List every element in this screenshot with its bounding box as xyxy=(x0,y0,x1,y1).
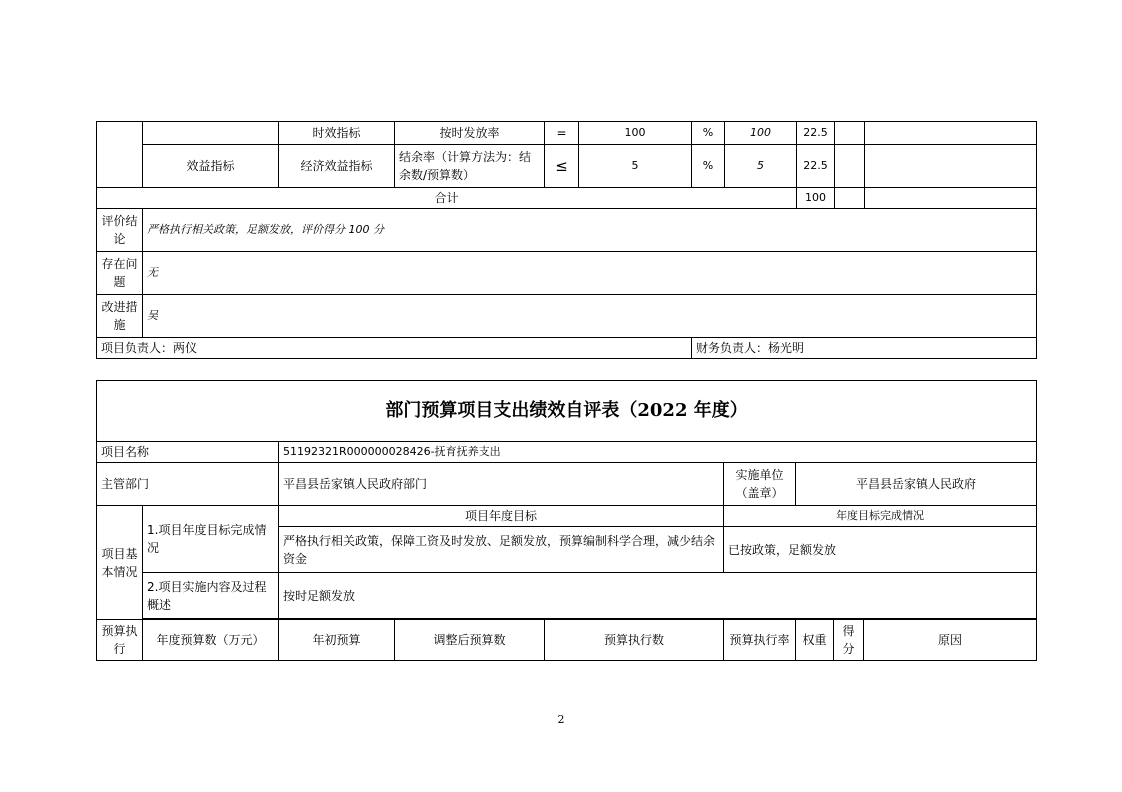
impl-unit-label: 实施单位（盖章） xyxy=(724,463,796,506)
title-row xyxy=(97,381,1037,442)
total-row xyxy=(97,188,1037,209)
process-label: 2.项目实施内容及过程概述 xyxy=(143,573,279,619)
indicator-target: 5 xyxy=(579,145,692,188)
measures-label: 改进措施 xyxy=(97,295,143,338)
indicator-level3: 结余率（计算方法为：结余数/预算数） xyxy=(395,145,545,188)
indicator-actual: 5 xyxy=(725,145,797,188)
department-value: 平昌县岳家镇人民政府部门 xyxy=(279,463,724,506)
conclusion-value: 严格执行相关政策，足额发放，评价得分 100 分 xyxy=(143,209,1037,252)
project-name-label: 项目名称 xyxy=(97,442,279,463)
status-text: 已按政策，足额发放 xyxy=(724,527,1037,573)
budget-amount-label: 年度预算数（万元） xyxy=(143,620,279,661)
indicator-level3: 按时发放率 xyxy=(395,122,545,145)
indicator-actual: 100 xyxy=(725,122,797,145)
budget-exec-label: 预算执行 xyxy=(97,620,143,661)
indicator-unit: % xyxy=(692,145,725,188)
form-title: 部门预算项目支出绩效自评表（2022 年度） xyxy=(97,381,1037,442)
problems-row xyxy=(97,252,1037,295)
basic-info-label: 项目基本情况 xyxy=(97,506,143,620)
problems-label: 存在问题 xyxy=(97,252,143,295)
process-row xyxy=(97,573,1037,619)
department-label: 主管部门 xyxy=(97,463,279,506)
measures-value: 吴 xyxy=(143,295,1037,338)
initial-budget-label: 年初预算 xyxy=(279,620,395,661)
impl-unit-value: 平昌县岳家镇人民政府 xyxy=(796,463,1037,506)
indicator-target: 100 xyxy=(579,122,692,145)
finance-lead: 财务负责人：杨光明 xyxy=(692,338,1037,359)
self-evaluation-table xyxy=(96,380,1037,661)
total-label: 合计 xyxy=(97,188,797,209)
goal-header: 项目年度目标 xyxy=(279,506,724,527)
indicator-level1: 效益指标 xyxy=(143,145,279,188)
goal-header-row xyxy=(97,506,1037,527)
problems-value: 无 xyxy=(143,252,1037,295)
weight-label: 权重 xyxy=(796,620,834,661)
measures-row xyxy=(97,295,1037,338)
signature-row xyxy=(97,338,1037,359)
conclusion-label: 评价结论 xyxy=(97,209,143,252)
indicator-weight: 22.5 xyxy=(797,145,835,188)
table-row xyxy=(97,122,1037,145)
project-name-row xyxy=(97,442,1037,463)
indicator-weight: 22.5 xyxy=(797,122,835,145)
goal-label: 1.项目年度目标完成情况 xyxy=(143,506,279,573)
goal-text: 严格执行相关政策，保障工资及时发放、足额发放，预算编制科学合理，减少结余资金 xyxy=(279,527,724,573)
process-text: 按时足额发放 xyxy=(279,573,1037,619)
project-name-value: 51192321R000000028426-抚育抚养支出 xyxy=(279,442,1037,463)
indicator-level2: 时效指标 xyxy=(279,122,395,145)
project-lead: 项目负责人：两仪 xyxy=(97,338,692,359)
indicator-level2: 经济效益指标 xyxy=(279,145,395,188)
reason-label: 原因 xyxy=(864,620,1037,661)
status-header: 年度目标完成情况 xyxy=(724,506,1037,527)
total-value: 100 xyxy=(797,188,835,209)
adjusted-budget-label: 调整后预算数 xyxy=(395,620,545,661)
budget-header-row xyxy=(97,620,1037,661)
department-row xyxy=(97,463,1037,506)
page-number: 2 xyxy=(557,713,565,726)
conclusion-row xyxy=(97,209,1037,252)
table-row xyxy=(97,145,1037,188)
indicator-unit: % xyxy=(692,122,725,145)
indicator-operator: = xyxy=(545,122,579,145)
score-label: 得分 xyxy=(834,620,864,661)
executed-budget-label: 预算执行数 xyxy=(545,620,724,661)
performance-indicator-table xyxy=(96,121,1037,359)
indicator-operator: ≤ xyxy=(545,145,579,188)
exec-rate-label: 预算执行率 xyxy=(724,620,796,661)
